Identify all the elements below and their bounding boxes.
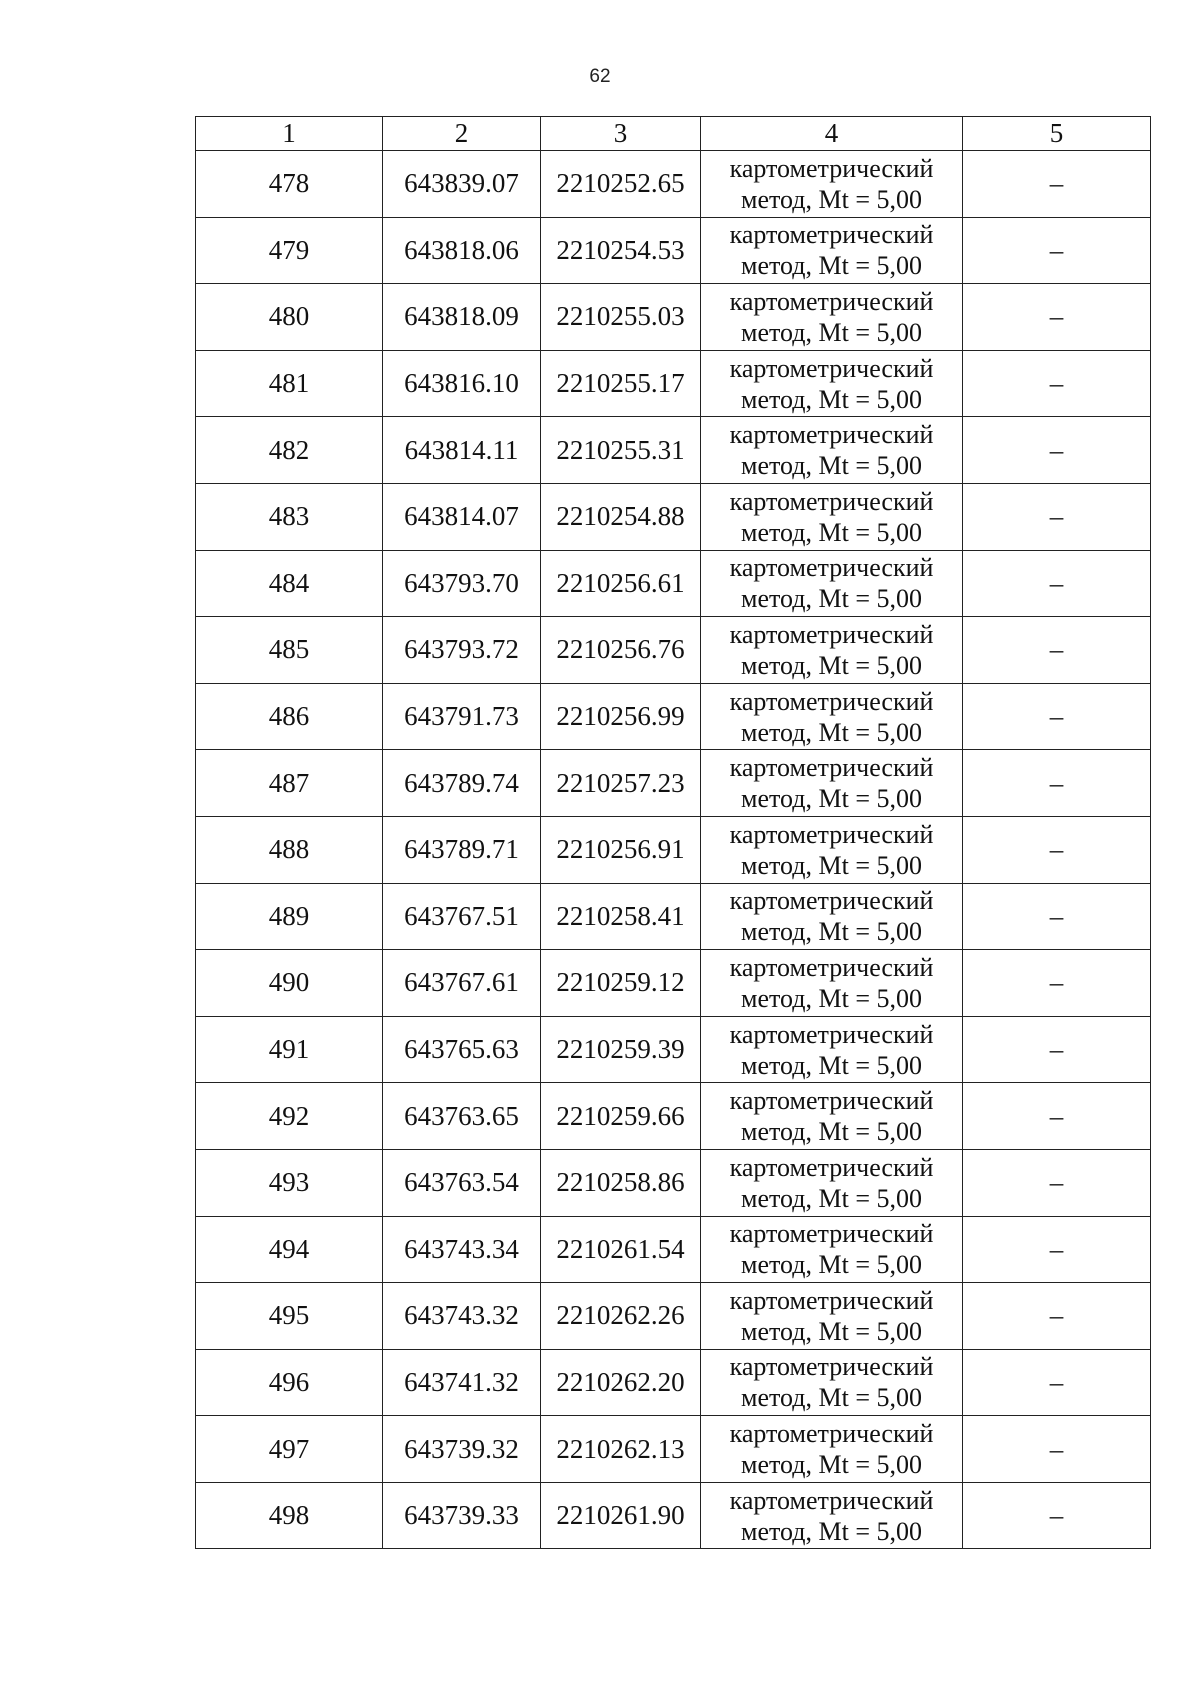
method-cell <box>701 1349 963 1416</box>
table-row <box>196 217 1151 284</box>
note-cell: – <box>963 617 1151 684</box>
point-number-cell: 484 <box>196 550 383 617</box>
x-coordinate-cell: 643741.32 <box>383 1349 541 1416</box>
point-number-cell: 496 <box>196 1349 383 1416</box>
point-number-cell: 483 <box>196 483 383 550</box>
method-line-2: метод, Mt = 5,00 <box>741 451 922 481</box>
method-line-2: метод, Mt = 5,00 <box>741 917 922 947</box>
table-row <box>196 683 1151 750</box>
method-line-2: метод, Mt = 5,00 <box>741 517 922 547</box>
method-line-2: метод, Mt = 5,00 <box>741 317 922 347</box>
table-row <box>196 550 1151 617</box>
note-cell: – <box>963 683 1151 750</box>
method-line-2: метод, Mt = 5,00 <box>741 1183 922 1213</box>
method-line-1: картометрический <box>729 886 934 916</box>
note-cell: – <box>963 350 1151 417</box>
method-line-2: метод, Mt = 5,00 <box>741 251 922 281</box>
note-cell: – <box>963 1149 1151 1216</box>
point-number-cell: 485 <box>196 617 383 684</box>
note-cell: – <box>963 1083 1151 1150</box>
method-line-1: картометрический <box>729 1086 934 1116</box>
note-cell: – <box>963 1016 1151 1083</box>
point-number-cell: 487 <box>196 750 383 817</box>
table-row <box>196 1216 1151 1283</box>
x-coordinate-cell: 643767.51 <box>383 883 541 950</box>
point-number-cell: 482 <box>196 417 383 484</box>
method-line-1: картометрический <box>729 753 934 783</box>
x-coordinate-cell: 643763.65 <box>383 1083 541 1150</box>
method-line-2: метод, Mt = 5,00 <box>741 384 922 414</box>
table-row <box>196 417 1151 484</box>
method-line-1: картометрический <box>729 1485 934 1515</box>
x-coordinate-cell: 643793.70 <box>383 550 541 617</box>
method-cell <box>701 950 963 1017</box>
table-row <box>196 1149 1151 1216</box>
point-number-cell: 498 <box>196 1482 383 1549</box>
method-cell <box>701 1083 963 1150</box>
y-coordinate-cell: 2210262.26 <box>541 1283 701 1350</box>
header-col-4: 4 <box>701 117 963 151</box>
point-number-cell: 492 <box>196 1083 383 1150</box>
method-line-2: метод, Mt = 5,00 <box>741 184 922 214</box>
table-header-row <box>196 117 1151 151</box>
x-coordinate-cell: 643767.61 <box>383 950 541 1017</box>
x-coordinate-cell: 643739.33 <box>383 1482 541 1549</box>
header-col-5: 5 <box>963 117 1151 151</box>
point-number-cell: 488 <box>196 816 383 883</box>
point-number-cell: 497 <box>196 1416 383 1483</box>
method-line-1: картометрический <box>729 1419 934 1449</box>
method-cell <box>701 550 963 617</box>
method-line-1: картометрический <box>729 686 934 716</box>
table-row <box>196 1416 1151 1483</box>
x-coordinate-cell: 643814.11 <box>383 417 541 484</box>
method-cell <box>701 1149 963 1216</box>
x-coordinate-cell: 643818.09 <box>383 284 541 351</box>
note-cell: – <box>963 1216 1151 1283</box>
note-cell: – <box>963 883 1151 950</box>
method-cell <box>701 883 963 950</box>
method-line-2: метод, Mt = 5,00 <box>741 1316 922 1346</box>
method-line-1: картометрический <box>729 1019 934 1049</box>
y-coordinate-cell: 2210256.61 <box>541 550 701 617</box>
table-row <box>196 1349 1151 1416</box>
method-cell <box>701 217 963 284</box>
y-coordinate-cell: 2210255.31 <box>541 417 701 484</box>
note-cell: – <box>963 483 1151 550</box>
y-coordinate-cell: 2210259.12 <box>541 950 701 1017</box>
header-col-1: 1 <box>196 117 383 151</box>
y-coordinate-cell: 2210259.66 <box>541 1083 701 1150</box>
page-number: 62 <box>589 66 611 87</box>
y-coordinate-cell: 2210257.23 <box>541 750 701 817</box>
method-line-2: метод, Mt = 5,00 <box>741 850 922 880</box>
method-line-1: картометрический <box>729 819 934 849</box>
x-coordinate-cell: 643818.06 <box>383 217 541 284</box>
point-number-cell: 493 <box>196 1149 383 1216</box>
point-number-cell: 495 <box>196 1283 383 1350</box>
method-cell <box>701 816 963 883</box>
method-cell <box>701 350 963 417</box>
y-coordinate-cell: 2210256.91 <box>541 816 701 883</box>
method-line-2: метод, Mt = 5,00 <box>741 1050 922 1080</box>
table-row <box>196 816 1151 883</box>
point-number-cell: 494 <box>196 1216 383 1283</box>
note-cell: – <box>963 1416 1151 1483</box>
method-line-1: картометрический <box>729 1219 934 1249</box>
coordinates-table <box>195 116 1151 1549</box>
y-coordinate-cell: 2210258.41 <box>541 883 701 950</box>
note-cell: – <box>963 550 1151 617</box>
table-row <box>196 950 1151 1017</box>
y-coordinate-cell: 2210261.90 <box>541 1482 701 1549</box>
note-cell: – <box>963 950 1151 1017</box>
method-cell <box>701 683 963 750</box>
y-coordinate-cell: 2210259.39 <box>541 1016 701 1083</box>
method-line-1: картометрический <box>729 952 934 982</box>
note-cell: – <box>963 284 1151 351</box>
method-line-1: картометрический <box>729 220 934 250</box>
table-row <box>196 151 1151 218</box>
note-cell: – <box>963 1283 1151 1350</box>
method-cell <box>701 1216 963 1283</box>
method-line-2: метод, Mt = 5,00 <box>741 717 922 747</box>
method-line-1: картометрический <box>729 353 934 383</box>
method-cell <box>701 1016 963 1083</box>
method-line-1: картометрический <box>729 486 934 516</box>
x-coordinate-cell: 643789.71 <box>383 816 541 883</box>
method-cell <box>701 1416 963 1483</box>
y-coordinate-cell: 2210261.54 <box>541 1216 701 1283</box>
header-col-2: 2 <box>383 117 541 151</box>
note-cell: – <box>963 217 1151 284</box>
method-cell <box>701 617 963 684</box>
point-number-cell: 486 <box>196 683 383 750</box>
point-number-cell: 481 <box>196 350 383 417</box>
x-coordinate-cell: 643791.73 <box>383 683 541 750</box>
table-body <box>196 117 1151 1549</box>
table-row <box>196 883 1151 950</box>
y-coordinate-cell: 2210256.99 <box>541 683 701 750</box>
table-row <box>196 750 1151 817</box>
method-line-2: метод, Mt = 5,00 <box>741 1516 922 1546</box>
note-cell: – <box>963 816 1151 883</box>
table-row <box>196 284 1151 351</box>
method-line-1: картометрический <box>729 1352 934 1382</box>
note-cell: – <box>963 1349 1151 1416</box>
method-line-2: метод, Mt = 5,00 <box>741 784 922 814</box>
method-line-1: картометрический <box>729 1152 934 1182</box>
x-coordinate-cell: 643816.10 <box>383 350 541 417</box>
method-line-2: метод, Mt = 5,00 <box>741 983 922 1013</box>
note-cell: – <box>963 151 1151 218</box>
method-line-1: картометрический <box>729 286 934 316</box>
method-line-2: метод, Mt = 5,00 <box>741 1117 922 1147</box>
y-coordinate-cell: 2210256.76 <box>541 617 701 684</box>
method-line-1: картометрический <box>729 553 934 583</box>
method-line-2: метод, Mt = 5,00 <box>741 1450 922 1480</box>
y-coordinate-cell: 2210262.13 <box>541 1416 701 1483</box>
method-line-2: метод, Mt = 5,00 <box>741 584 922 614</box>
note-cell: – <box>963 1482 1151 1549</box>
y-coordinate-cell: 2210255.17 <box>541 350 701 417</box>
method-line-2: метод, Mt = 5,00 <box>741 650 922 680</box>
table-row <box>196 483 1151 550</box>
y-coordinate-cell: 2210254.88 <box>541 483 701 550</box>
note-cell: – <box>963 417 1151 484</box>
x-coordinate-cell: 643763.54 <box>383 1149 541 1216</box>
table-row <box>196 1283 1151 1350</box>
point-number-cell: 489 <box>196 883 383 950</box>
point-number-cell: 480 <box>196 284 383 351</box>
method-cell <box>701 1482 963 1549</box>
method-line-1: картометрический <box>729 153 934 183</box>
method-cell <box>701 284 963 351</box>
y-coordinate-cell: 2210252.65 <box>541 151 701 218</box>
y-coordinate-cell: 2210258.86 <box>541 1149 701 1216</box>
x-coordinate-cell: 643789.74 <box>383 750 541 817</box>
table-row <box>196 1016 1151 1083</box>
method-line-1: картометрический <box>729 1285 934 1315</box>
method-cell <box>701 417 963 484</box>
table-row <box>196 1083 1151 1150</box>
x-coordinate-cell: 643743.34 <box>383 1216 541 1283</box>
table-row <box>196 617 1151 684</box>
x-coordinate-cell: 643743.32 <box>383 1283 541 1350</box>
x-coordinate-cell: 643739.32 <box>383 1416 541 1483</box>
y-coordinate-cell: 2210255.03 <box>541 284 701 351</box>
method-cell <box>701 483 963 550</box>
method-line-1: картометрический <box>729 619 934 649</box>
table-row <box>196 350 1151 417</box>
method-line-1: картометрический <box>729 420 934 450</box>
method-cell <box>701 750 963 817</box>
x-coordinate-cell: 643765.63 <box>383 1016 541 1083</box>
point-number-cell: 478 <box>196 151 383 218</box>
point-number-cell: 479 <box>196 217 383 284</box>
point-number-cell: 490 <box>196 950 383 1017</box>
y-coordinate-cell: 2210262.20 <box>541 1349 701 1416</box>
method-line-2: метод, Mt = 5,00 <box>741 1250 922 1280</box>
x-coordinate-cell: 643814.07 <box>383 483 541 550</box>
note-cell: – <box>963 750 1151 817</box>
y-coordinate-cell: 2210254.53 <box>541 217 701 284</box>
method-cell <box>701 151 963 218</box>
method-line-2: метод, Mt = 5,00 <box>741 1383 922 1413</box>
header-col-3: 3 <box>541 117 701 151</box>
table-row <box>196 1482 1151 1549</box>
x-coordinate-cell: 643793.72 <box>383 617 541 684</box>
x-coordinate-cell: 643839.07 <box>383 151 541 218</box>
point-number-cell: 491 <box>196 1016 383 1083</box>
method-cell <box>701 1283 963 1350</box>
